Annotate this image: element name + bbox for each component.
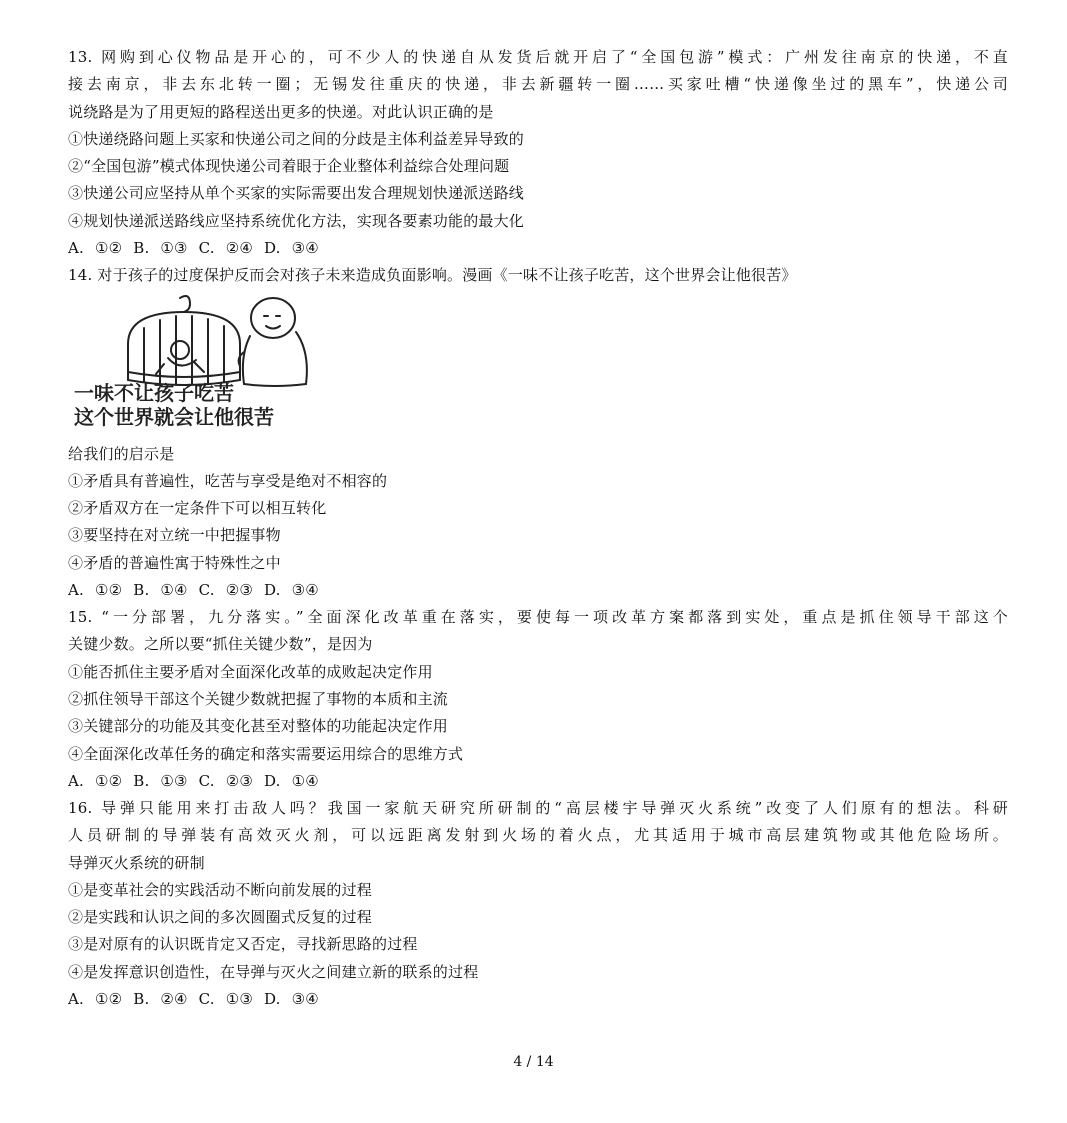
q15-stem-line-2: 关键少数。之所以要“抓住关键少数”，是因为 (68, 635, 373, 653)
q14-item-3: ③要坚持在对立统一中把握事物 (68, 526, 281, 544)
q14-item-1: ①矛盾具有普遍性，吃苦与享受是绝对不相容的 (68, 472, 388, 490)
q13-stem-line-3: 说绕路是为了用更短的路程送出更多的快递。对此认识正确的是 (68, 103, 494, 121)
q13-item-4: ④规划快递派送路线应坚持系统优化方法，实现各要素功能的最大化 (68, 212, 525, 230)
q13-stem-line-2: 接去南京，非去东北转一圈；无锡发往重庆的快递，非去新疆转一圈……买家吐槽“快递像坐过的黑车”，快递公司 (68, 75, 1008, 93)
adult-figure (239, 298, 307, 386)
q16-item-3: ③是对原有的认识既肯定又否定，寻找新思路的过程 (68, 935, 418, 953)
q14-item-2: ②矛盾双方在一定条件下可以相互转化 (68, 499, 327, 517)
q15-stem-line-1: 15. “一分部署，九分落实。”全面深化改革重在落实，要使每一项改革方案都落到实处，重点是抓住领导干部这个 (68, 608, 1008, 626)
q16-stem-line-2: 人员研制的导弹装有高效灭火剂，可以远距离发射到火场的着火点，尤其适用于城市高层建筑物或其他危险场所。 (68, 826, 1008, 844)
q13-stem-line-1: 13. 网购到心仪物品是开心的，可不少人的快递自从发货后就开启了“全国包游”模式：广州发往南京的快递，不直 (68, 48, 1008, 66)
q16-item-2: ②是实践和认识之间的多次圆圈式反复的过程 (68, 908, 373, 926)
q14-item-4: ④矛盾的普遍性寓于特殊性之中 (68, 554, 281, 572)
q16-item-1: ①是变革社会的实践活动不断向前发展的过程 (68, 881, 373, 899)
q15-item-1: ①能否抓住主要矛盾对全面深化改革的成败起决定作用 (68, 663, 433, 681)
cartoon-image (68, 292, 328, 432)
q15-options: A. ①② B. ①③ C. ②③ D. ①④ (68, 772, 319, 790)
q14-after-cartoon: 给我们的启示是 (68, 445, 175, 463)
q16-item-4: ④是发挥意识创造性，在导弹与灭火之间建立新的联系的过程 (68, 963, 479, 981)
q13-item-2: ②“全国包游”模式体现快递公司着眼于企业整体利益综合处理问题 (68, 157, 510, 175)
q15-item-2: ②抓住领导干部这个关键少数就把握了事物的本质和主流 (68, 690, 449, 708)
q16-stem-line-1: 16. 导弹只能用来打击敌人吗？我国一家航天研究所研制的“高层楼宇导弹灭火系统”改变了人们原有的想法。科研 (68, 799, 1008, 817)
q14-stem-line-1: 14. 对于孩子的过度保护反而会对孩子未来造成负面影响。漫画《一味不让孩子吃苦，这个世界会让他很苦》 (68, 266, 797, 284)
q15-item-4: ④全面深化改革任务的确定和落实需要运用综合的思维方式 (68, 745, 464, 763)
q13-item-3: ③快递公司应坚持从单个买家的实际需要出发合理规划快递派送路线 (68, 184, 525, 202)
q14-options: A. ①② B. ①④ C. ②③ D. ③④ (68, 581, 319, 599)
child-figure (156, 341, 204, 374)
q13-options: A. ①② B. ①③ C. ②④ D. ③④ (68, 239, 319, 257)
cartoon-caption-line-2: 这个世界就会让他很苦 (74, 405, 274, 429)
cartoon-caption-line-1: 一味不让孩子吃苦 (74, 381, 234, 405)
q15-item-3: ③关键部分的功能及其变化甚至对整体的功能起决定作用 (68, 717, 449, 735)
birdcage-icon (128, 296, 240, 385)
q16-stem-line-3: 导弹灭火系统的研制 (68, 854, 205, 872)
q16-options: A. ①② B. ②④ C. ①③ D. ③④ (68, 990, 319, 1008)
q13-item-1: ①快递绕路问题上买家和快递公司之间的分歧是主体利益差异导致的 (68, 130, 525, 148)
page-number: 4 / 14 (513, 1054, 554, 1070)
